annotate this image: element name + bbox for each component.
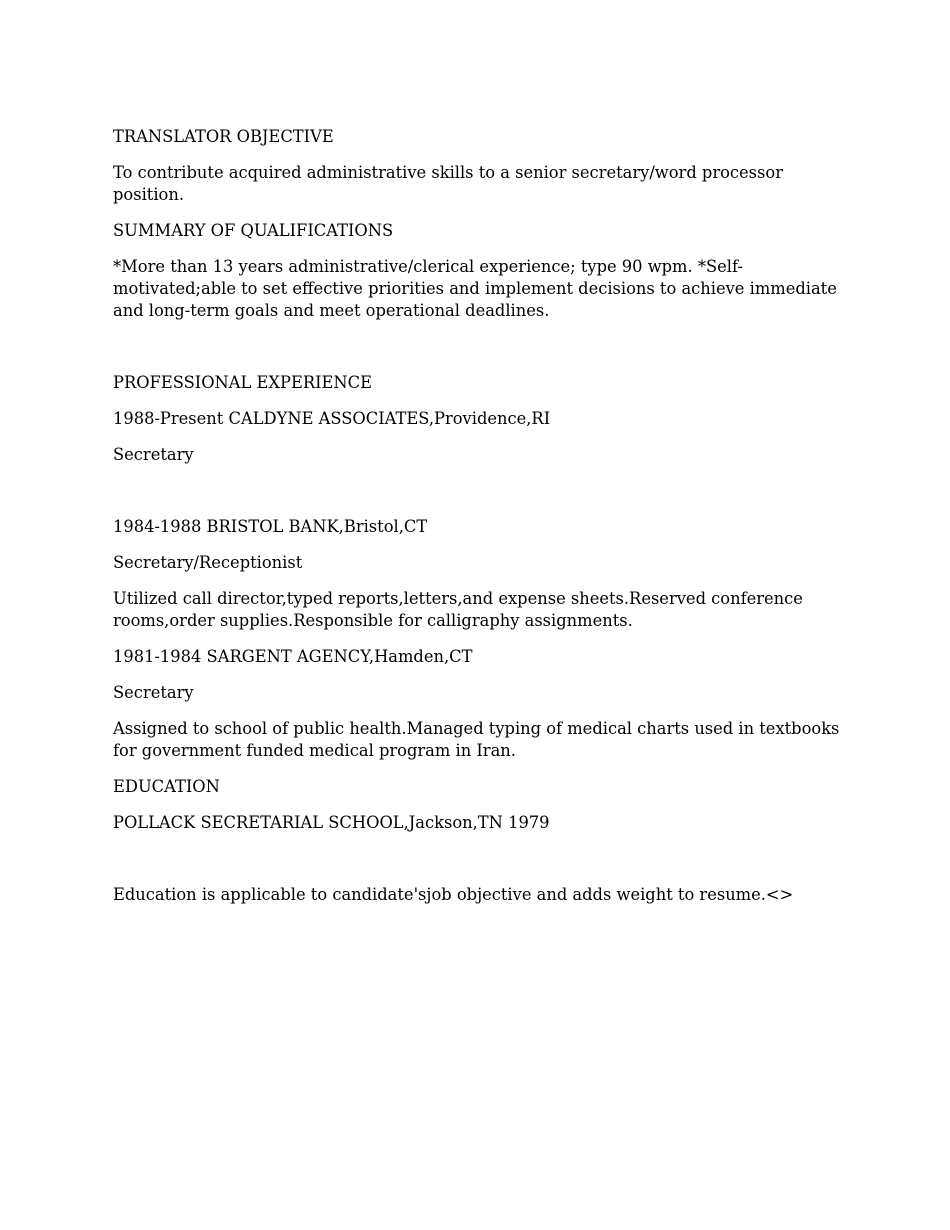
education-heading: EDUCATION	[113, 777, 220, 796]
job-description: Assigned to school of public health.Managed typing of medical charts used in textbooks for government funded medical program in Iran.	[113, 719, 840, 760]
summary-text: *More than 13 years administrative/clerical experience; type 90 wpm. *Self-motivated;able to set effective priorities and implement decisions to achieve immediate and long-term goals and meet operational deadlines.	[113, 257, 837, 320]
job-title: Secretary	[113, 445, 194, 464]
objective-heading: TRANSLATOR OBJECTIVE	[113, 127, 334, 146]
job-title: Secretary	[113, 683, 194, 702]
job-header: 1981-1984 SARGENT AGENCY,Hamden,CT	[113, 647, 473, 666]
closing-note: Education is applicable to candidate'sjob objective and adds weight to resume.<>	[113, 885, 794, 904]
education-text: POLLACK SECRETARIAL SCHOOL,Jackson,TN 1979	[113, 813, 550, 832]
blank-line	[113, 480, 843, 516]
job-description: Utilized call director,typed reports,letters,and expense sheets.Reserved conference rooms,order supplies.Responsible for calligraphy assignments.	[113, 589, 803, 630]
blank-line	[113, 848, 843, 884]
blank-line	[113, 336, 843, 372]
job-header: 1984-1988 BRISTOL BANK,Bristol,CT	[113, 517, 428, 536]
objective-text: To contribute acquired administrative skills to a senior secretary/word processor position.	[113, 163, 783, 204]
resume-body	[113, 126, 843, 920]
experience-heading: PROFESSIONAL EXPERIENCE	[113, 373, 373, 392]
summary-heading: SUMMARY OF QUALIFICATIONS	[113, 221, 394, 240]
job-header: 1988-Present CALDYNE ASSOCIATES,Providence,RI	[113, 409, 551, 428]
job-title: Secretary/Receptionist	[113, 553, 303, 572]
